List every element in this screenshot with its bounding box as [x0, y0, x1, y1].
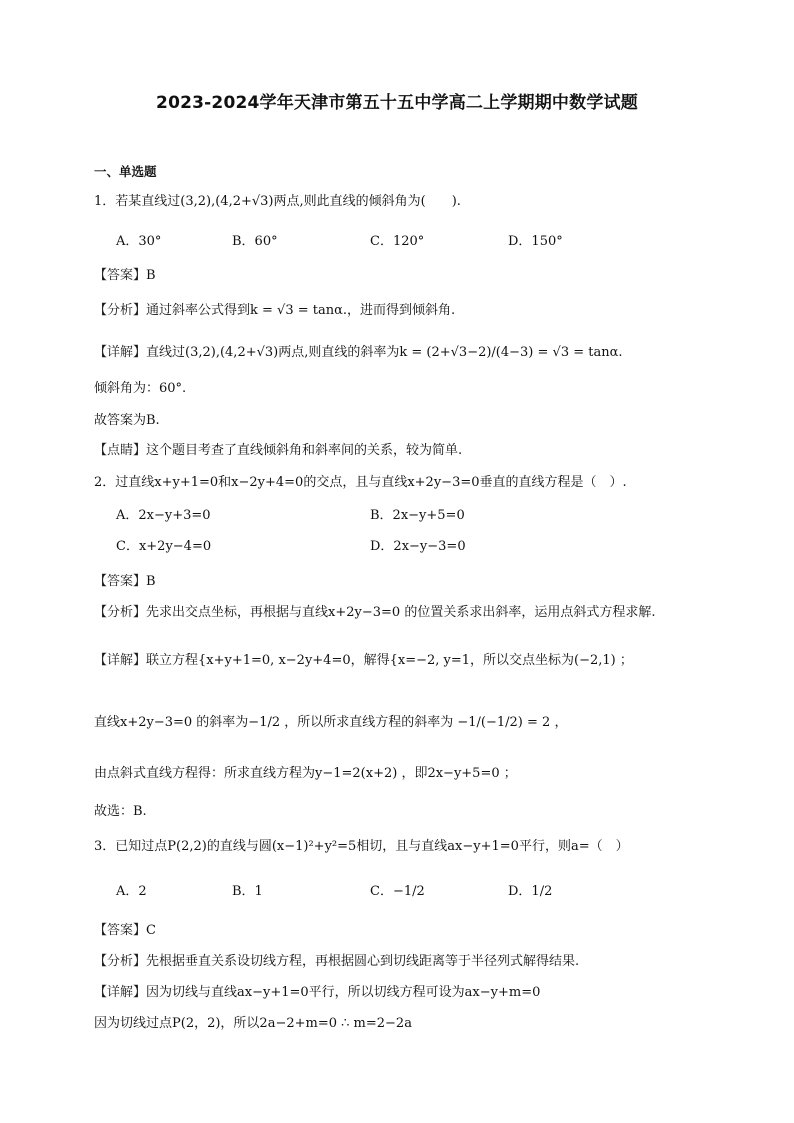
q3-option-c: C．−1/2	[370, 884, 425, 899]
q1-stem-text: 1．若某直线过(3,2),(4,2+√3)两点,则此直线的倾斜角为( ).	[94, 194, 461, 209]
q3-option-a: A．2	[116, 884, 147, 899]
detail-label: 【详解】	[94, 653, 147, 668]
q1-answer-value: B	[146, 268, 156, 283]
q1-option-b: B．60°	[232, 234, 278, 249]
answer-label: 【答案】	[94, 268, 147, 283]
q1-comment	[94, 442, 462, 460]
q2-point-slope-line: 由点斜式直线方程得：所求直线方程为y−1=2(x+2) ，即2x−y+5=0 ；	[94, 766, 517, 781]
q1-detail	[94, 344, 623, 362]
q3-detail-line2: 因为切线过点P(2，2)，所以2a−2+m=0 ∴ m=2−2a	[94, 1016, 412, 1031]
q1-analysis-text: 通过斜率公式得到k = √3 = tanα.，进而得到倾斜角.	[146, 303, 456, 318]
q3-answer-value: C	[146, 923, 156, 938]
q1-comment-text: 这个题目考查了直线倾斜角和斜率间的关系，较为简单.	[146, 443, 463, 458]
q2-answer-value: B	[146, 574, 156, 589]
q3-analysis	[94, 953, 579, 971]
q1-detail-line2: 倾斜角为：60°.	[94, 381, 187, 396]
section-heading: 一、单选题	[94, 164, 157, 179]
q3-option-b: B．1	[232, 884, 263, 899]
q2-stem: 2．过直线x+y+1=0和x−2y+4=0的交点，且与直线x+2y−3=0垂直的直线方程是（ ）.	[94, 475, 627, 490]
q3-answer	[94, 922, 156, 940]
comment-label: 【点睛】	[94, 443, 147, 458]
answer-label: 【答案】	[94, 923, 147, 938]
q2-analysis	[94, 604, 655, 622]
q3-detail	[94, 984, 540, 1002]
q2-slope-line: 直线x+2y−3=0 的斜率为−1/2 ，所以所求直线方程的斜率为 −1/(−1/2) = 2 ，	[94, 715, 568, 730]
q2-option-b: B．2x−y+5=0	[370, 508, 465, 523]
q1-analysis	[94, 302, 455, 320]
q3-option-d: D．1/2	[508, 884, 553, 899]
document-title: 2023-2024学年天津市第五十五中学高二上学期期中数学试题	[156, 93, 638, 113]
q1-stem	[94, 193, 461, 211]
q2-detail	[94, 652, 633, 670]
answer-label: 【答案】	[94, 574, 147, 589]
analysis-label: 【分析】	[94, 303, 147, 318]
q2-conclusion: 故选：B.	[94, 804, 147, 819]
q3-analysis-text: 先根据垂直关系设切线方程，再根据圆心到切线距离等于半径列式解得结果.	[146, 954, 580, 969]
detail-label: 【详解】	[94, 985, 147, 1000]
q3-stem: 3．已知过点P(2,2)的直线与圆(x−1)²+y²=5相切，且与直线ax−y+1=0平行，则a=（ ）	[94, 839, 629, 854]
q1-detail-text: 直线过(3,2),(4,2+√3)两点,则直线的斜率为k = (2+√3−2)/(4−3) = √3 = tanα.	[146, 345, 623, 360]
q2-analysis-text: 先求出交点坐标，再根据与直线x+2y−3=0 的位置关系求出斜率，运用点斜式方程求解.	[146, 605, 656, 620]
q2-answer	[94, 573, 156, 591]
analysis-label: 【分析】	[94, 954, 147, 969]
q3-detail-text: 因为切线与直线ax−y+1=0平行，所以切线方程可设为ax−y+m=0	[146, 985, 541, 1000]
q1-detail-line3: 故答案为B.	[94, 413, 160, 428]
q2-option-d: D．2x−y−3=0	[370, 539, 466, 554]
detail-label: 【详解】	[94, 345, 147, 360]
q1-answer	[94, 267, 156, 285]
q2-detail-text: 联立方程{x+y+1=0, x−2y+4=0，解得{x=−2, y=1，所以交点坐标为(−2,1) ；	[146, 653, 633, 668]
q1-option-d: D．150°	[508, 234, 563, 249]
q1-option-c: C．120°	[370, 234, 425, 249]
analysis-label: 【分析】	[94, 605, 147, 620]
q1-option-a: A．30°	[116, 234, 162, 249]
q2-option-a: A．2x−y+3=0	[116, 508, 211, 523]
q2-option-c: C．x+2y−4=0	[116, 539, 212, 554]
